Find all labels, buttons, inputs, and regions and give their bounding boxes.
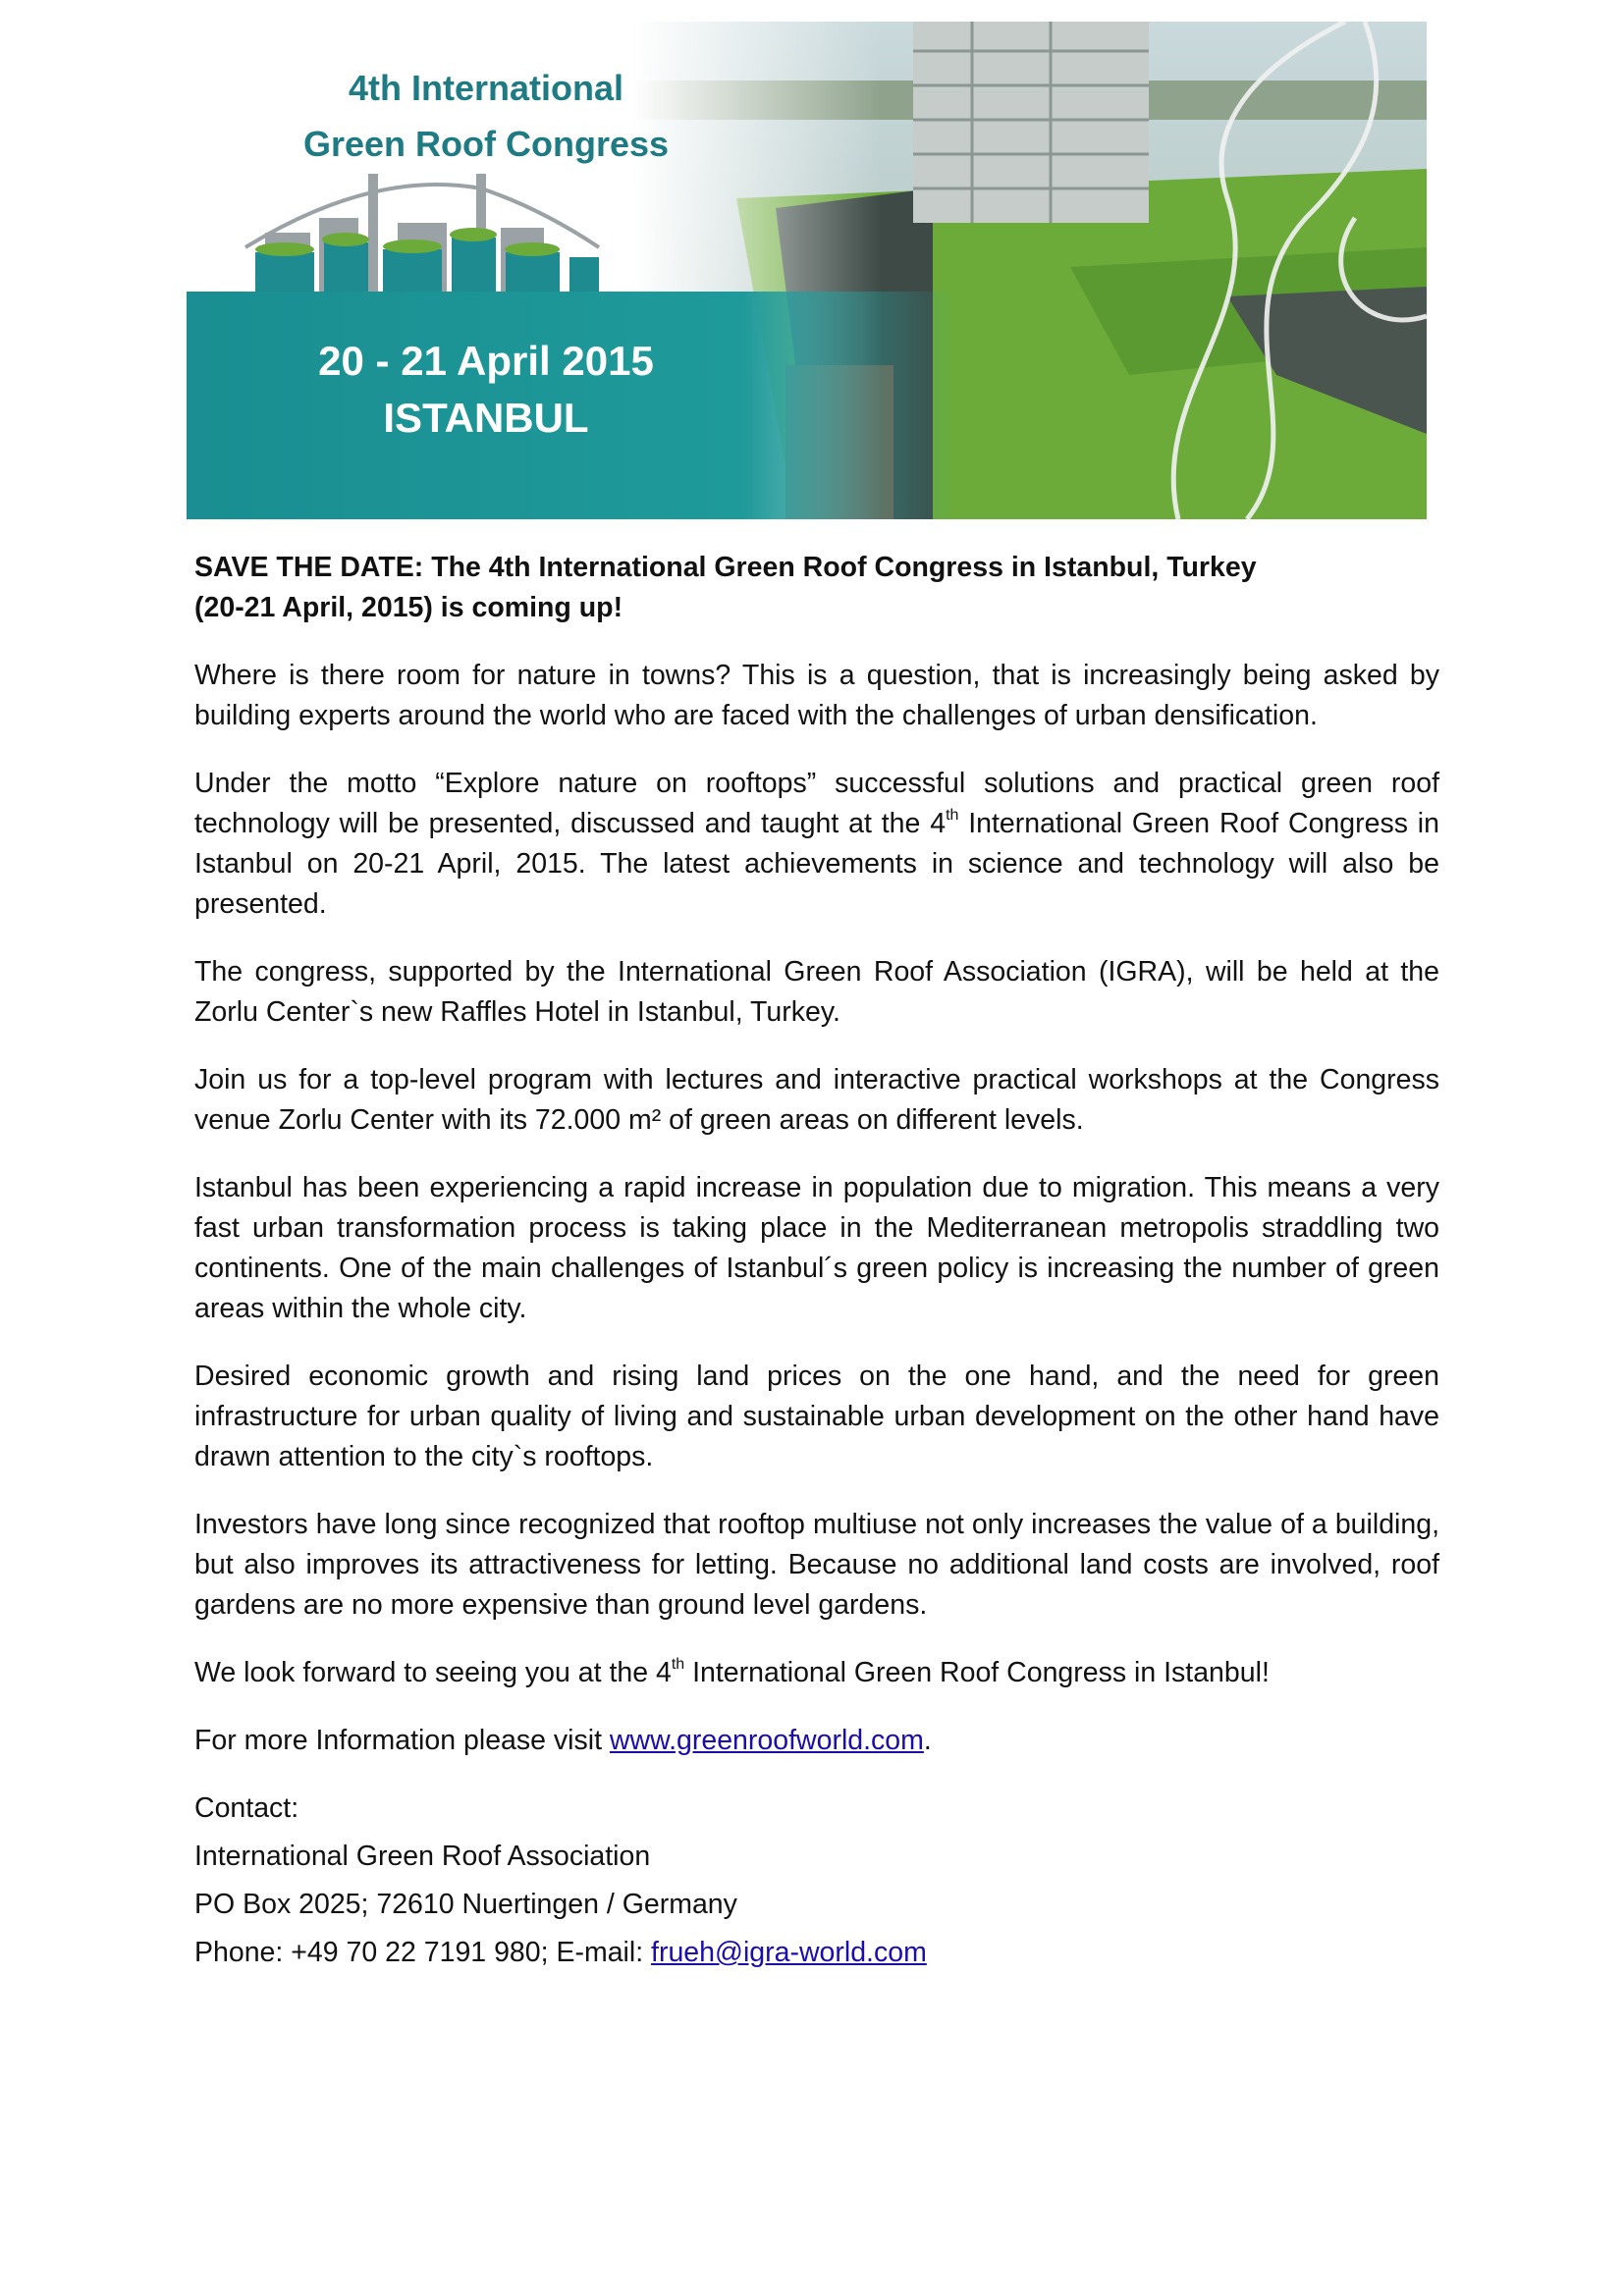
paragraph-motto-text1: Under the motto “Explore nature on rooftops” successful solutions and practical green roof technology will be presented, discussed and taught at the 4 — [194, 768, 1439, 839]
paragraph-motto-text2: International Green Roof Congress in Istanbul on 20-21 April, 2015. The latest achievements in science and technology will also be presented. — [194, 808, 1439, 920]
contact-phone-email — [194, 1933, 1439, 1973]
paragraph-intro: Where is there room for nature in towns? This is a question, that is increasingly being asked by building experts around the world who are faced with the challenges of urban densification. — [194, 660, 1439, 731]
paragraph-invitation-text2: International Green Roof Congress in Istanbul! — [684, 1657, 1270, 1688]
congress-banner — [187, 22, 1427, 519]
paragraph-growth: Desired economic growth and rising land prices on the one hand, and the need for green infrastructure for urban quality of living and sustainable urban development on the other hand have drawn attention to the city`s rooftops. — [194, 1361, 1439, 1472]
paragraph-investors: Investors have long since recognized that rooftop multiuse not only increases the value of a building, but also improves its attractiveness for letting. Because no additional land costs are involved, roof gardens are no more expensive than ground level gardens. — [194, 1509, 1439, 1621]
more-info-period: . — [923, 1725, 932, 1756]
ordinal-suffix: th — [671, 1656, 685, 1673]
more-info-text: For more Information please visit — [194, 1725, 610, 1756]
paragraph-more-info — [194, 1721, 1439, 1761]
headline-line1: SAVE THE DATE: The 4th International Green Roof Congress in Istanbul, Turkey — [194, 552, 1257, 583]
paragraph-invitation-text1: We look forward to seeing you at the 4 — [194, 1657, 672, 1688]
headline-line2: (20-21 April, 2015) is coming up! — [194, 592, 623, 623]
paragraph-motto — [194, 764, 1439, 925]
contact-phone: Phone: +49 70 22 7191 980; E-mail: — [194, 1937, 652, 1968]
headline — [194, 548, 1439, 628]
paragraph-venue: The congress, supported by the International Green Roof Association (IGRA), will be held at the Zorlu Center`s new Raffles Hotel in Istanbul, Turkey. — [194, 956, 1439, 1028]
paragraph-invitation — [194, 1653, 1439, 1693]
contact-block — [194, 1789, 1439, 1973]
contact-organization: International Green Roof Association — [194, 1841, 651, 1872]
banner-title-line1: 4th International — [348, 68, 624, 108]
email-link[interactable]: frueh@igra-world.com — [651, 1937, 927, 1968]
banner-city: ISTANBUL — [383, 395, 589, 441]
press-release-body — [194, 548, 1439, 1981]
contact-label: Contact: — [194, 1792, 299, 1824]
website-link[interactable]: www.greenroofworld.com — [609, 1725, 924, 1756]
paragraph-istanbul: Istanbul has been experiencing a rapid increase in population due to migration. This means a very fast urban transformation process is taking place in the Mediterranean metropolis straddling two continents. One of the main challenges of Istanbul´s green policy is increasing the number of green areas within the whole city. — [194, 1172, 1439, 1324]
paragraph-program: Join us for a top-level program with lectures and interactive practical workshops at the Congress venue Zorlu Center with its 72.000 m² of green areas on different levels. — [194, 1064, 1439, 1136]
contact-address: PO Box 2025; 72610 Nuertingen / Germany — [194, 1889, 737, 1920]
banner-dates: 20 - 21 April 2015 — [318, 338, 654, 384]
ordinal-suffix: th — [946, 807, 959, 824]
banner-title-line2: Green Roof Congress — [302, 124, 670, 164]
